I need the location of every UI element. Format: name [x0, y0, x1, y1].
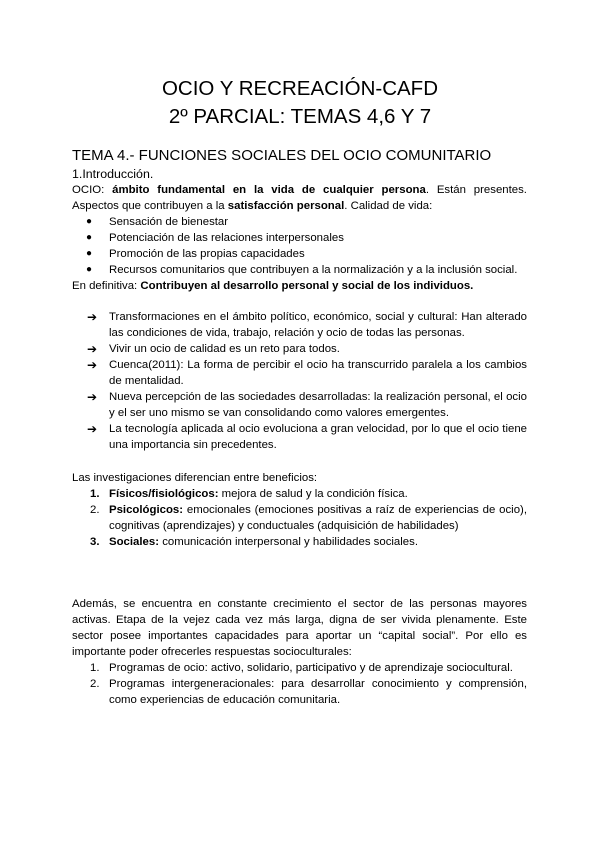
- program-text: Programas intergeneracionales: para desarrollar conocimiento y comprensión, como experiencias de educación comunitaria.: [109, 678, 527, 706]
- benefit-title: Sociales:: [109, 536, 160, 548]
- program-number: 1.: [90, 662, 100, 674]
- benefit-item: [72, 534, 527, 550]
- benefit-number: 1.: [90, 488, 100, 500]
- conclusion-bold: Contribuyen al desarrollo personal y social de los individuos.: [140, 280, 474, 292]
- section-heading: TEMA 4.- FUNCIONES SOCIALES DEL OCIO COMUNITARIO: [72, 147, 492, 164]
- program-item: [72, 660, 527, 676]
- arrow-icon: ➔: [87, 342, 98, 356]
- list-item-text: Recursos comunitarios que contribuyen a la normalización y a la inclusión social.: [109, 264, 518, 276]
- programs-list: [72, 660, 527, 708]
- program-text: Programas de ocio: activo, solidario, participativo y de aprendizaje sociocultural.: [109, 662, 513, 674]
- benefit-text: comunicación interpersonal y habilidades sociales.: [159, 536, 418, 548]
- conclusion-lead: En definitiva:: [72, 280, 141, 292]
- list-item: [72, 246, 527, 262]
- list-item: [72, 262, 527, 278]
- benefit-title: Físicos/fisiológicos:: [109, 488, 219, 500]
- benefit-item: [72, 486, 527, 502]
- program-number: 2.: [90, 678, 100, 690]
- document-subtitle: 2º PARCIAL: TEMAS 4,6 Y 7: [168, 105, 432, 128]
- ocio-tail: . Están presentes. Aspectos que contribuyen a la: [72, 184, 527, 212]
- elderly-paragraph: Además, se encuentra en constante crecimiento el sector de las personas mayores activas. Etapa de la vejez cada vez más larga, digna de ser vivida plenamente. Este sector posee importantes capacidades para aportar un “capital social”. Por ello es importante poder ofrecerles respuestas socioculturales:: [72, 598, 527, 658]
- arrow-item-text: Vivir un ocio de calidad es un reto para todos.: [109, 343, 340, 355]
- list-item-text: Sensación de bienestar: [109, 216, 229, 228]
- bullet-icon: ●: [86, 248, 93, 259]
- list-item-text: Potenciación de las relaciones interpersonales: [109, 232, 344, 244]
- arrow-item: [72, 421, 527, 453]
- quality-of-life-list: [72, 214, 527, 278]
- benefit-title: Psicológicos:: [109, 504, 184, 516]
- arrow-item-text: Transformaciones en el ámbito político, económico, social y cultural: Han alterado las condiciones de vida, trabajo, relación y ocio de todas las personas.: [109, 311, 527, 339]
- arrow-icon: ➔: [87, 358, 98, 372]
- arrow-icon: ➔: [87, 390, 98, 404]
- bullet-icon: ●: [86, 264, 93, 275]
- intro-heading: 1.Introducción.: [72, 167, 154, 181]
- conclusion-paragraph: [72, 278, 527, 294]
- ocio-lead: OCIO:: [72, 184, 113, 196]
- benefits-intro: Las investigaciones diferencian entre beneficios:: [72, 472, 318, 484]
- benefit-text: emocionales (emociones positivas a raíz de experiencias de ocio), cognitivas (aprendizajes) y conductuales (adquisición de habilidades): [109, 504, 527, 532]
- arrow-icon: ➔: [87, 422, 98, 436]
- ocio-paragraph: [72, 182, 527, 214]
- arrow-icon: ➔: [87, 310, 98, 324]
- arrow-item: [72, 341, 527, 357]
- arrow-item: [72, 357, 527, 389]
- list-item: [72, 230, 527, 246]
- benefit-number: 3.: [90, 536, 100, 548]
- arrow-list: [72, 309, 527, 453]
- document-body: [72, 146, 527, 708]
- list-item: [72, 214, 527, 230]
- ocio-bold: ámbito fundamental en la vida de cualquier persona: [112, 184, 426, 196]
- bullet-icon: ●: [86, 232, 93, 243]
- benefit-item: [72, 502, 527, 534]
- arrow-item: [72, 389, 527, 421]
- benefit-text: mejora de salud y la condición física.: [218, 488, 408, 500]
- arrow-item-text: Cuenca(2011): La forma de percibir el ocio ha transcurrido paralela a los cambios de mentalidad.: [109, 359, 527, 387]
- document-title: OCIO Y RECREACIÓN-CAFD: [161, 77, 439, 100]
- satisfaction-bold: satisfacción personal: [227, 200, 345, 212]
- arrow-item: [72, 309, 527, 341]
- program-item: [72, 676, 527, 708]
- arrow-item-text: La tecnología aplicada al ocio evoluciona a gran velocidad, por lo que el ocio tiene una importancia sin precedentes.: [109, 423, 527, 451]
- arrow-item-text: Nueva percepción de las sociedades desarrolladas: la realización personal, el ocio y el ser uno mismo se van consolidando como valores emergentes.: [109, 391, 527, 419]
- benefit-number: 2.: [90, 504, 100, 516]
- bullet-icon: ●: [86, 216, 93, 227]
- list-item-text: Promoción de las propias capacidades: [109, 248, 305, 260]
- ocio-tail2: . Calidad de vida:: [344, 200, 433, 212]
- benefits-list: [72, 486, 527, 550]
